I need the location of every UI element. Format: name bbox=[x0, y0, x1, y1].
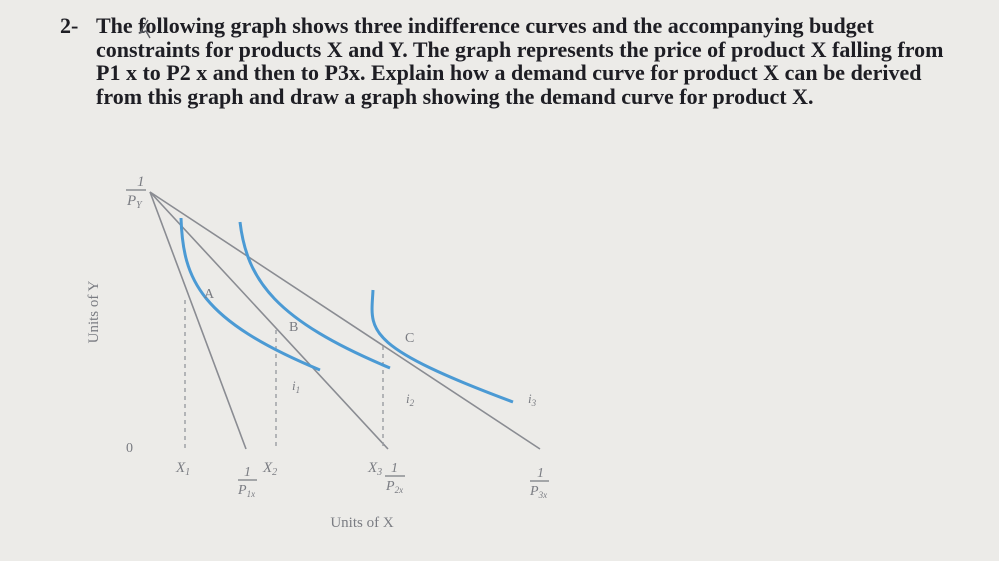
indifference-curve-i2 bbox=[240, 222, 390, 368]
x-intercept-1-label bbox=[237, 465, 257, 499]
x-intercept-3-numerator: 1 bbox=[537, 466, 544, 481]
indifference-curve-i1 bbox=[181, 218, 320, 370]
question-number: 2- bbox=[60, 13, 79, 38]
question-line-4: from this graph and draw a graph showing the demand curve for product X. bbox=[96, 83, 814, 109]
question-line-2: constraints for products X and Y. The graph represents the price of product X falling from bbox=[96, 36, 944, 62]
point-b-label: B bbox=[289, 320, 299, 335]
curve-i1-label: $i_1$ bbox=[292, 378, 301, 395]
x-intercept-2-numerator: 1 bbox=[391, 461, 398, 476]
x-intercept-1-denominator: $P_{1x}$ bbox=[238, 483, 256, 499]
x-intercept-2-denominator: $P_{2x}$ bbox=[386, 479, 404, 495]
origin-label: 0 bbox=[126, 441, 133, 456]
quantity-x2-label: $X_2$ bbox=[263, 460, 278, 478]
point-c-label: C bbox=[405, 331, 415, 346]
x-intercept-2-label bbox=[385, 461, 405, 495]
y-intercept-numerator: 1 bbox=[137, 174, 145, 190]
y-intercept-denominator: $P_Y$ bbox=[127, 193, 142, 211]
x-intercept-3-label bbox=[529, 466, 549, 500]
x-intercept-1-numerator: 1 bbox=[244, 465, 251, 480]
budget-line-p3x bbox=[150, 192, 540, 449]
budget-line-p2x bbox=[150, 192, 388, 449]
curve-i3-label: $i_3$ bbox=[528, 391, 537, 408]
cursor-mark-icon bbox=[140, 20, 150, 38]
y-intercept-label bbox=[126, 174, 146, 211]
y-axis-label: Units of Y bbox=[86, 280, 102, 344]
question-line-3: P1 x to P2 x and then to P3x. Explain how a demand curve for product X can be derived bbox=[96, 60, 922, 85]
curve-i2-label: $i_2$ bbox=[406, 391, 415, 408]
question-line-1: The following graph shows three indifference curves and the accompanying budget bbox=[96, 13, 874, 38]
x-intercept-3-denominator: $P_{3x}$ bbox=[530, 484, 548, 500]
quantity-x1-label: $X_1$ bbox=[176, 460, 191, 478]
x-axis-label: Units of X bbox=[330, 515, 394, 531]
point-a-label: A bbox=[204, 287, 215, 302]
quantity-x3-label: $X_3$ bbox=[368, 460, 383, 478]
